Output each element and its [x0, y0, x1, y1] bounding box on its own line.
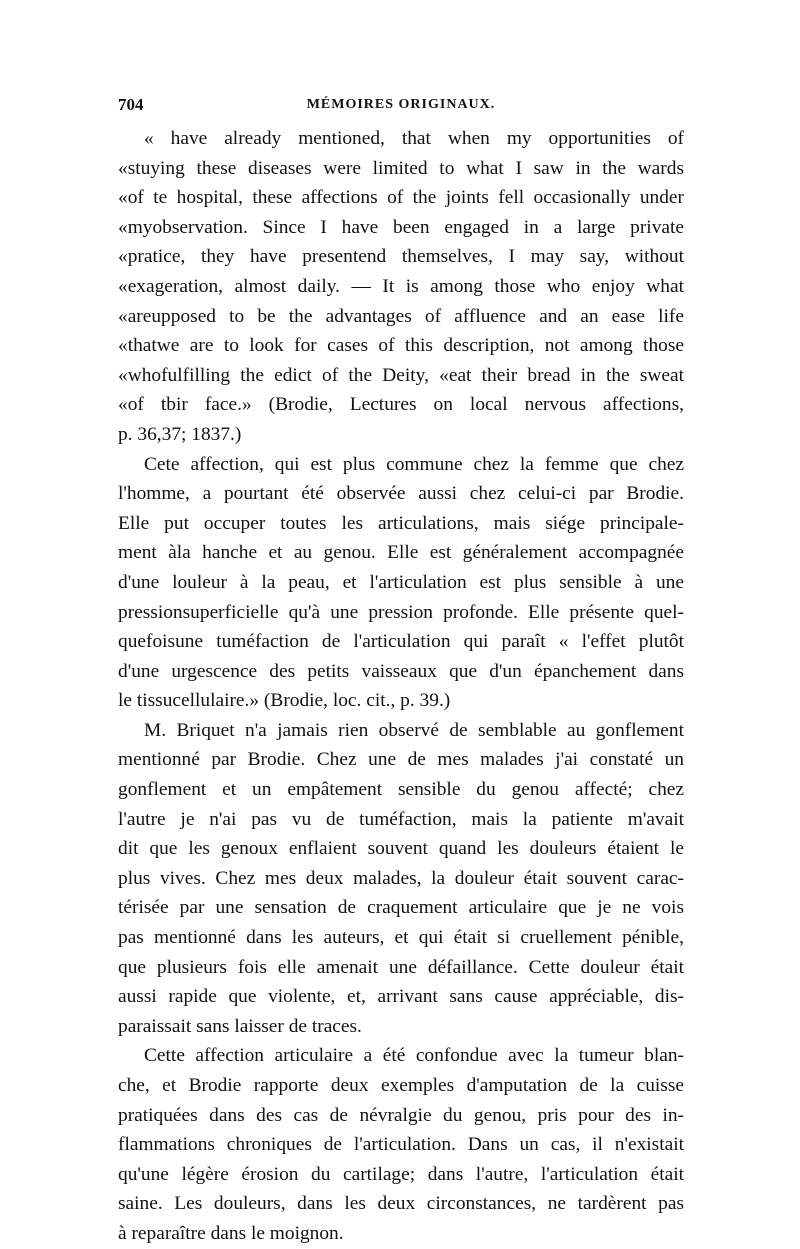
- text-line: l'homme, a pourtant été observée aussi chez celui-ci par Brodie.: [118, 483, 684, 505]
- text-line: pressionsuperficielle qu'à une pression profonde. Elle présente quel-: [118, 601, 684, 623]
- text-line: térisée par une sensation de craquement articulaire que je ne vois: [118, 897, 684, 919]
- text-line: gonflement et un empâtement sensible du genou affecté; chez: [118, 779, 684, 801]
- text-line: «exageration, almost daily. — It is among those who enjoy what: [118, 275, 684, 297]
- text-line: p. 36,37; 1837.): [118, 423, 242, 445]
- text-line: d'une urgescence des petits vaisseaux que d'un épanchement dans: [118, 660, 684, 682]
- text-line: que plusieurs fois elle amenait une défaillance. Cette douleur était: [118, 956, 684, 978]
- running-title: MÉMOIRES ORIGINAUX.: [306, 97, 496, 112]
- page-number: 704: [118, 95, 144, 114]
- text-line: «of tbir face.» (Brodie, Lectures on local nervous affections,: [118, 394, 684, 416]
- text-line: flammations chroniques de l'articulation. Dans un cas, il n'existait: [118, 1134, 684, 1156]
- text-line: «stuying these diseases were limited to what I saw in the wards: [118, 157, 684, 179]
- text-line: mentionné par Brodie. Chez une de mes malades j'ai constaté un: [118, 749, 684, 771]
- text-line: dit que les genoux enflaient souvent quand les douleurs étaient le: [118, 838, 684, 860]
- text-line: à reparaître dans le moignon.: [118, 1222, 344, 1244]
- paragraph: [118, 1041, 684, 1248]
- text-line: «thatwe are to look for cases of this description, not among those: [118, 335, 684, 357]
- paragraph: [118, 124, 684, 450]
- text-line: « have already mentioned, that when my opportunities of: [144, 128, 684, 149]
- text-line: pratiquées dans des cas de névralgie du genou, pris pour des in-: [118, 1104, 684, 1126]
- paragraph: [118, 450, 684, 716]
- text-line: d'une louleur à la peau, et l'articulation est plus sensible à une: [118, 571, 684, 593]
- book-page: [118, 92, 684, 1249]
- text-line: plus vives. Chez mes deux malades, la douleur était souvent carac-: [118, 867, 684, 889]
- text-line: «whofulfilling the edict of the Deity, «eat their bread in the sweat: [118, 364, 684, 386]
- text-line: ment àla hanche et au genou. Elle est généralement accompagnée: [118, 542, 684, 564]
- body-text: [118, 124, 684, 1249]
- text-line: l'autre je n'ai pas vu de tuméfaction, mais la patiente m'avait: [118, 808, 684, 830]
- text-line: «myobservation. Since I have been engaged in a large private: [118, 216, 684, 238]
- text-line: Cette affection articulaire a été confondue avec la tumeur blan-: [144, 1045, 684, 1067]
- text-line: M. Briquet n'a jamais rien observé de semblable au gonflement: [144, 719, 684, 741]
- text-line: Elle put occuper toutes les articulations, mais siége principale-: [118, 512, 684, 534]
- text-line: «of te hospital, these affections of the joints fell occasionally under: [118, 187, 684, 209]
- text-line: paraissait sans laisser de traces.: [118, 1015, 362, 1037]
- text-line: quefoisune tuméfaction de l'articulation qui paraît « l'effet plutôt: [118, 631, 684, 653]
- running-head: [118, 92, 684, 118]
- text-line: le tissucellulaire.» (Brodie, loc. cit., p. 39.): [118, 690, 451, 712]
- text-line: «areupposed to be the advantages of affluence and an ease life: [118, 305, 684, 327]
- paragraph: [118, 716, 684, 1042]
- text-line: Cete affection, qui est plus commune chez la femme que chez: [144, 453, 684, 475]
- text-line: «pratice, they have presentend themselves, I may say, without: [118, 246, 684, 268]
- text-line: aussi rapide que violente, et, arrivant sans cause appréciable, dis-: [118, 986, 684, 1008]
- text-line: pas mentionné dans les auteurs, et qui était si cruellement pénible,: [118, 927, 684, 949]
- text-line: che, et Brodie rapporte deux exemples d'amputation de la cuisse: [118, 1075, 684, 1096]
- text-line: qu'une légère érosion du cartilage; dans l'autre, l'articulation était: [118, 1163, 684, 1185]
- text-line: saine. Les douleurs, dans les deux circonstances, ne tardèrent pas: [118, 1193, 684, 1215]
